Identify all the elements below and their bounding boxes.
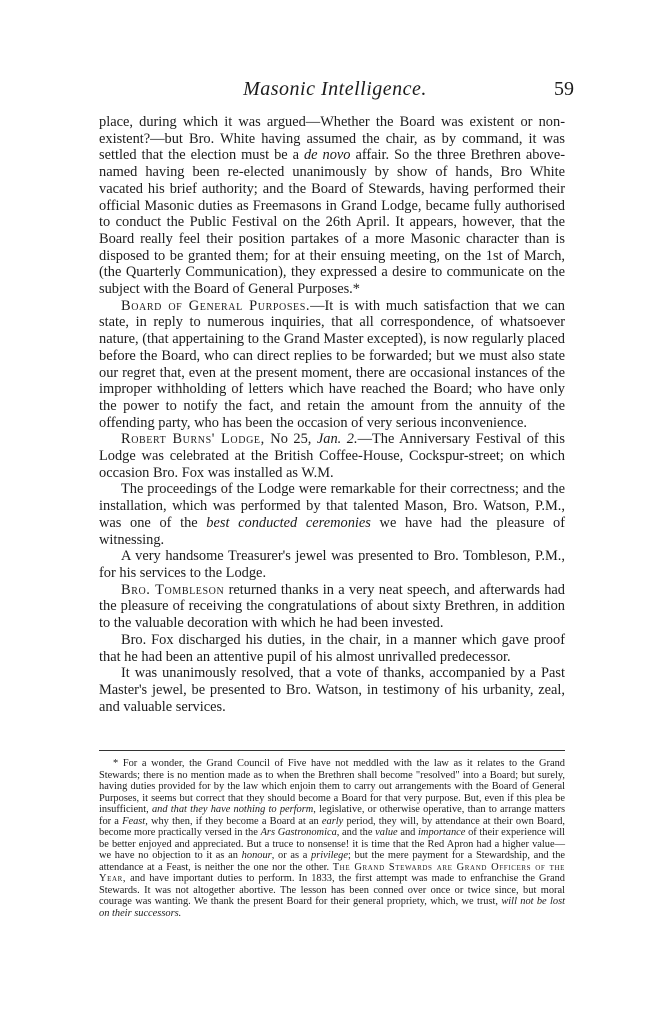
running-title: Masonic Intelligence. (243, 78, 427, 100)
article-body (99, 114, 565, 715)
person-name: Bro. Tombleson (121, 581, 225, 598)
date: Jan. 2. (316, 431, 358, 448)
footnote-divider (99, 750, 565, 751)
footnote: * For a wonder, the Grand Council of Five have not meddled with the law as it relates to the Grand Stewards; there is no mention made as to when the Brethren shall become "resolved" into a Board; but surely, having duties provided for by the law which enjoin them to carry out arrangements with the Board of General Purposes, it seems but correct that they should become a Board for that very purpose. But, even if this plea be insufficient, and that they have nothing to perform, legislative, or otherwise operative, than to arrange matters for a Feast, why then, if they become a Board at an early period, they will, by attendance at their own Board, become more practically versed in the Ars Gastronomica, and the value and importance of their experience will be better enjoyed and appreciated. But a truce to nonsense! it is time that the Red Apron had a higher value—we have no objection to it as an honour, or as a privilege; but the mere payment for a Stewardship, and the attendance at a Feast, is neither the one nor the other. The Grand Stewards are Grand Officers of the Year, and have important duties to perform. In 1833, the first attempt was made to enfranchise the Grand Stewards. It was not altogether abortive. The lesson has been conned over once or twice since, but moral courage was wanting. We thank the present Board for their general propriety, which, we trust, will not be lost on their successors. (99, 758, 565, 919)
paragraph-tombleson-thanks: Bro. Tombleson returned thanks in a very neat speech, and afterwards had the pleasure of receiving the congratulations of about sixty Brethren, in addition to the valuable decoration with which he had been invested. (99, 581, 565, 632)
paragraph-proceedings: The proceedings of the Lodge were remarkable for their correctness; and the installation, which was performed by that talented Mason, Bro. Watson, P.M., was one of the best conducted ceremonies we have had the pleasure of witnessing. (99, 481, 565, 548)
italic-phrase: best conducted ceremonies (206, 514, 371, 531)
paragraph-board-general-purposes: Board of General Purposes.—It is with much satisfaction that we can state, in reply to numerous inquiries, that all correspondence, of whatsoever nature, (that appertaining to the Grand Master excepted), is now regularly placed before the Board, who can direct replies to be forwarded; but we must also state our regret that, even at the present moment, there are occasional instances of the improper withholding of letters which have reached the Board; who have only the power to notify the fact, and retain the amount from the annuity of the offending party, who has been the occasion of very serious inconvenience. (99, 297, 566, 431)
paragraph-robert-burns-lodge: Robert Burns' Lodge, No 25, Jan. 2.—The Anniversary Festival of this Lodge was celebrated at the British Coffee-House, Cockspur-street; on which occasion Bro. Fox was installed as W.M. (99, 431, 566, 481)
paragraph-stewards-election: place, during which it was argued—Whether the Board was existent or non-existent?—but Bro. White having assumed the chair, as by command, it was settled that the election must be a de novo affair. So the three Brethren above-named having been re-elected unanimously by show of hands, Bro White vacated his brief authority; and the Board of Stewards, having performed their official Masonic duties as Freemasons in Grand Lodge, became fully authorised to conduct the Public Festival on the 26th April. It appears, however, that the Board really feel their position partakes of a more Masonic character than is disposed to be granted them; for at their ensuing meeting, on the 1st of March, (the Quarterly Communication), they expressed a desire to communicate on the subject with the Board of General Purposes.* (99, 114, 565, 298)
page-number: 59 (554, 78, 574, 100)
section-heading: Robert Burns' Lodge, (121, 431, 265, 448)
page-header (96, 78, 574, 106)
paragraph-fox-duties: Bro. Fox discharged his duties, in the chair, in a manner which gave proof that he had been an attentive pupil of his almost unrivalled predecessor. (99, 631, 565, 665)
section-heading: Board of General Purposes. (121, 297, 311, 314)
italic-phrase: de novo (303, 147, 351, 164)
paragraph-treasurer-jewel: A very handsome Treasurer's jewel was presented to Bro. Tombleson, P.M., for his services to the Lodge. (99, 548, 565, 581)
paragraph-vote-of-thanks: It was unanimously resolved, that a vote of thanks, accompanied by a Past Master's jewel, be presented to Bro. Watson, in testimony of his urbanity, zeal, and valuable services. (99, 665, 565, 715)
